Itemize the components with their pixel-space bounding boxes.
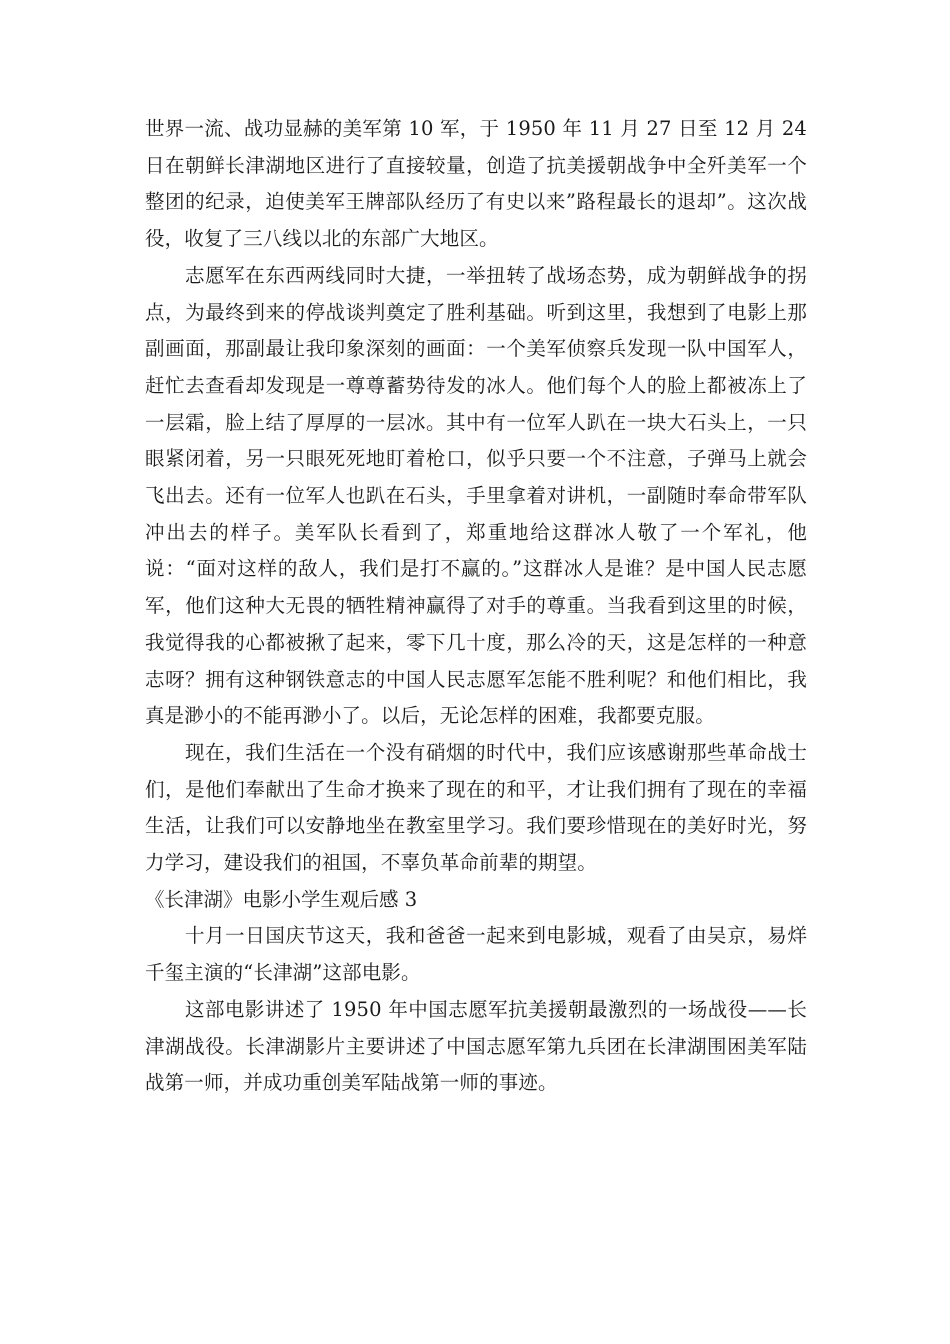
paragraph-3: 现在，我们生活在一个没有硝烟的时代中，我们应该感谢那些革命战士们，是他们奉献出了生命才换来了现在的和平，才让我们拥有了现在的幸福生活，让我们可以安静地坐在教室里学习。我们要珍惜现在的美好时光，努力学习，建设我们的祖国，不辜负革命前辈的期望。 [145, 740, 807, 875]
paragraph-4: 十月一日国庆节这天，我和爸爸一起来到电影城，观看了由吴京，易烊千玺主演的“长津湖”这部电影。 [145, 924, 807, 985]
paragraph-2: 志愿军在东西两线同时大捷，一举扭转了战场态势，成为朝鲜战争的拐点，为最终到来的停战谈判奠定了胜利基础。听到这里，我想到了电影上那副画面，那副最让我印象深刻的画面：一个美军侦察兵发现一队中国军人，赶忙去查看却发现是一尊尊蓄势待发的冰人。他们每个人的脸上都被冻上了一层霜，脸上结了厚厚的一层冰。其中有一位军人趴在一块大石头上，一只眼紧闭着，另一只眼死死地盯着枪口，似乎只要一个不注意，子弹马上就会飞出去。还有一位军人也趴在石头，手里拿着对讲机，一副随时奉命带军队冲出去的样子。美军队长看到了，郑重地给这群冰人敬了一个军礼，他说：“面对这样的敌人，我们是打不赢的。”这群冰人是谁？是中国人民志愿军，他们这种大无畏的牺牲精神赢得了对手的尊重。当我看到这里的时候，我觉得我的心都被揪了起来，零下几十度，那么冷的天，这是怎样的一种意志呀？拥有这种钢铁意志的中国人民志愿军怎能不胜利呢？和他们相比，我真是渺小的不能再渺小了。以后，无论怎样的困难，我都要克服。 [145, 263, 807, 728]
document-page [145, 111, 807, 1102]
paragraph-5: 这部电影讲述了 1950 年中国志愿军抗美援朝最激烈的一场战役——长津湖战役。长津湖影片主要讲述了中国志愿军第九兵团在长津湖围困美军陆战第一师，并成功重创美军陆战第一师的事迹。 [145, 997, 807, 1095]
section-heading: 《长津湖》电影小学生观后感 3 [145, 887, 418, 911]
paragraph-1: 世界一流、战功显赫的美军第 10 军，于 1950 年 11 月 27 日至 12 月 24 日在朝鲜长津湖地区进行了直接较量，创造了抗美援朝战争中全歼美军一个整团的纪录，迫使美军王牌部队经历了有史以来”路程最长的退却”。这次战役，收复了三八线以北的东部广大地区。 [145, 117, 807, 251]
